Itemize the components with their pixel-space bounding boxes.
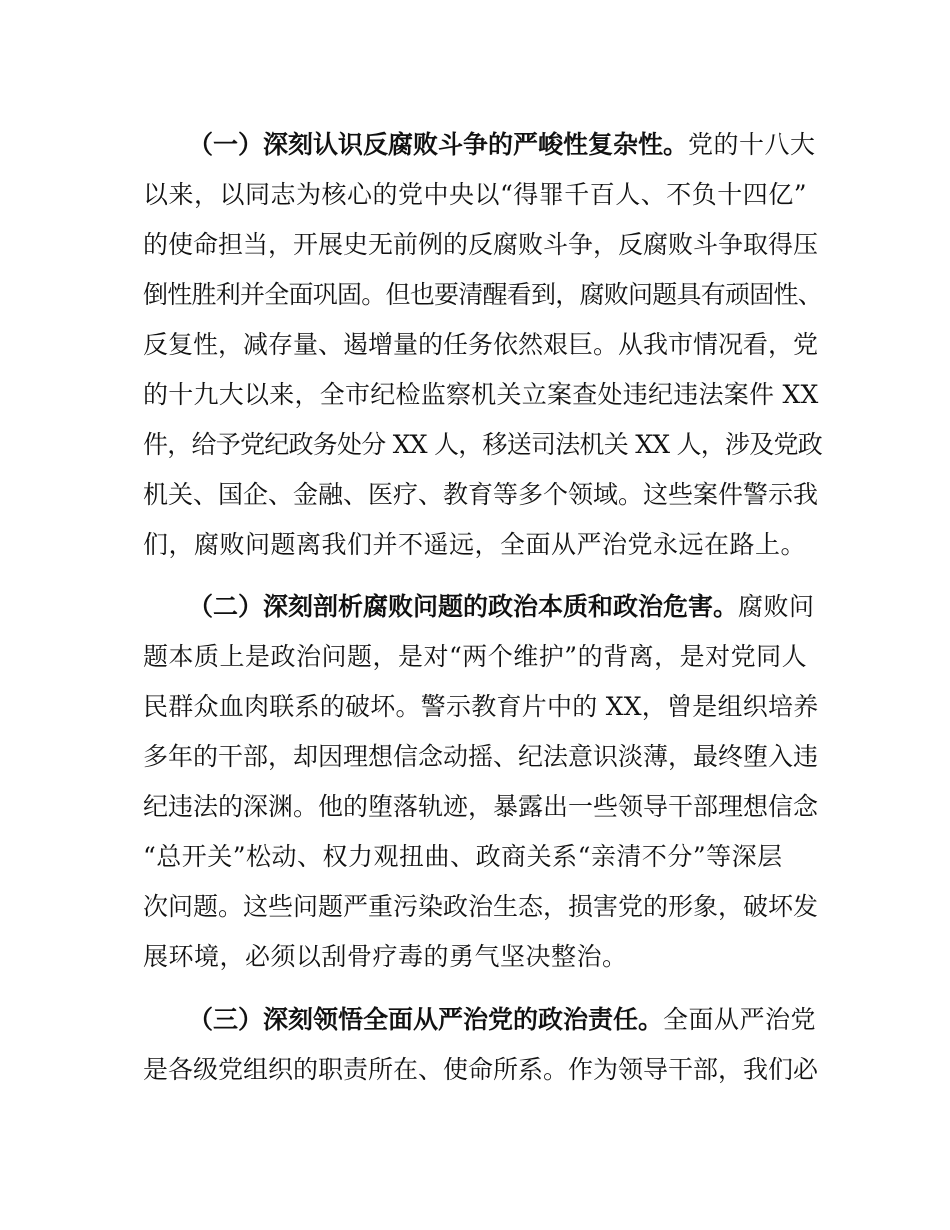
- section-1-heading: （一）深刻认识反腐败斗争的严峻性复杂性。: [188, 130, 689, 159]
- paragraph-3-line-1: [188, 1000, 828, 1040]
- paragraph-2-line-7: 次问题。这些问题严重污染政治生态，损害党的形象，破坏发: [143, 892, 819, 921]
- paragraph-1-line-7: 件，给予党纪政务处分 XX 人，移送司法机关 XX 人，涉及党政: [143, 430, 822, 459]
- paragraph-1-line-4: 倒性胜利并全面巩固。但也要清醒看到，腐败问题具有顽固性、: [143, 280, 823, 309]
- paragraph-1-line-1: [188, 125, 828, 165]
- paragraph-2-line-3: 民群众血肉联系的破坏。警示教育片中的 XX，曾是组织培养: [143, 692, 819, 721]
- paragraph-1-line-6: 的十九大以来，全市纪检监察机关立案查处违纪违法案件 XX: [143, 380, 819, 409]
- paragraph-text: 全面从严治党: [663, 1005, 817, 1034]
- paragraph-1-line-5: 反复性，减存量、遏增量的任务依然艰巨。从我市情况看，党: [143, 330, 819, 359]
- paragraph-1-line-8: 机关、国企、金融、医疗、教育等多个领域。这些案件警示我: [143, 480, 819, 509]
- paragraph-2-line-2: 题本质上是政治问题，是对“两个维护”的背离，是对党同人: [143, 642, 808, 671]
- paragraph-3-line-2: 是各级党组织的职责所在、使命所系。作为领导干部，我们必: [143, 1055, 819, 1084]
- paragraph-text: 腐败问: [738, 592, 815, 621]
- paragraph-1-line-3: 的使命担当，开展史无前例的反腐败斗争，反腐败斗争取得压: [143, 230, 819, 259]
- paragraph-2-line-1: [188, 587, 828, 627]
- paragraph-2-line-8: 展环境，必须以刮骨疗毒的勇气坚决整治。: [143, 942, 628, 971]
- paragraph-2-line-5: 纪违法的深渊。他的堕落轨迹，暴露出一些领导干部理想信念: [143, 792, 819, 821]
- section-2-heading: （二）深刻剖析腐败问题的政治本质和政治危害。: [188, 592, 739, 621]
- paragraph-2-line-4: 多年的干部，却因理想信念动摇、纪法意识淡薄，最终堕入违: [143, 742, 819, 771]
- paragraph-1-line-9: 们，腐败问题离我们并不遥远，全面从严治党永远在路上。: [143, 530, 807, 559]
- section-3-heading: （三）深刻领悟全面从严治党的政治责任。: [188, 1005, 664, 1034]
- paragraph-text: 党的十八大: [688, 130, 816, 159]
- paragraph-1-line-2: 以来，以同志为核心的党中央以“得罪千百人、不负十四亿”: [143, 180, 808, 209]
- paragraph-2-line-6: “总开关”松动、权力观扭曲、政商关系“亲清不分”等深层: [143, 842, 783, 871]
